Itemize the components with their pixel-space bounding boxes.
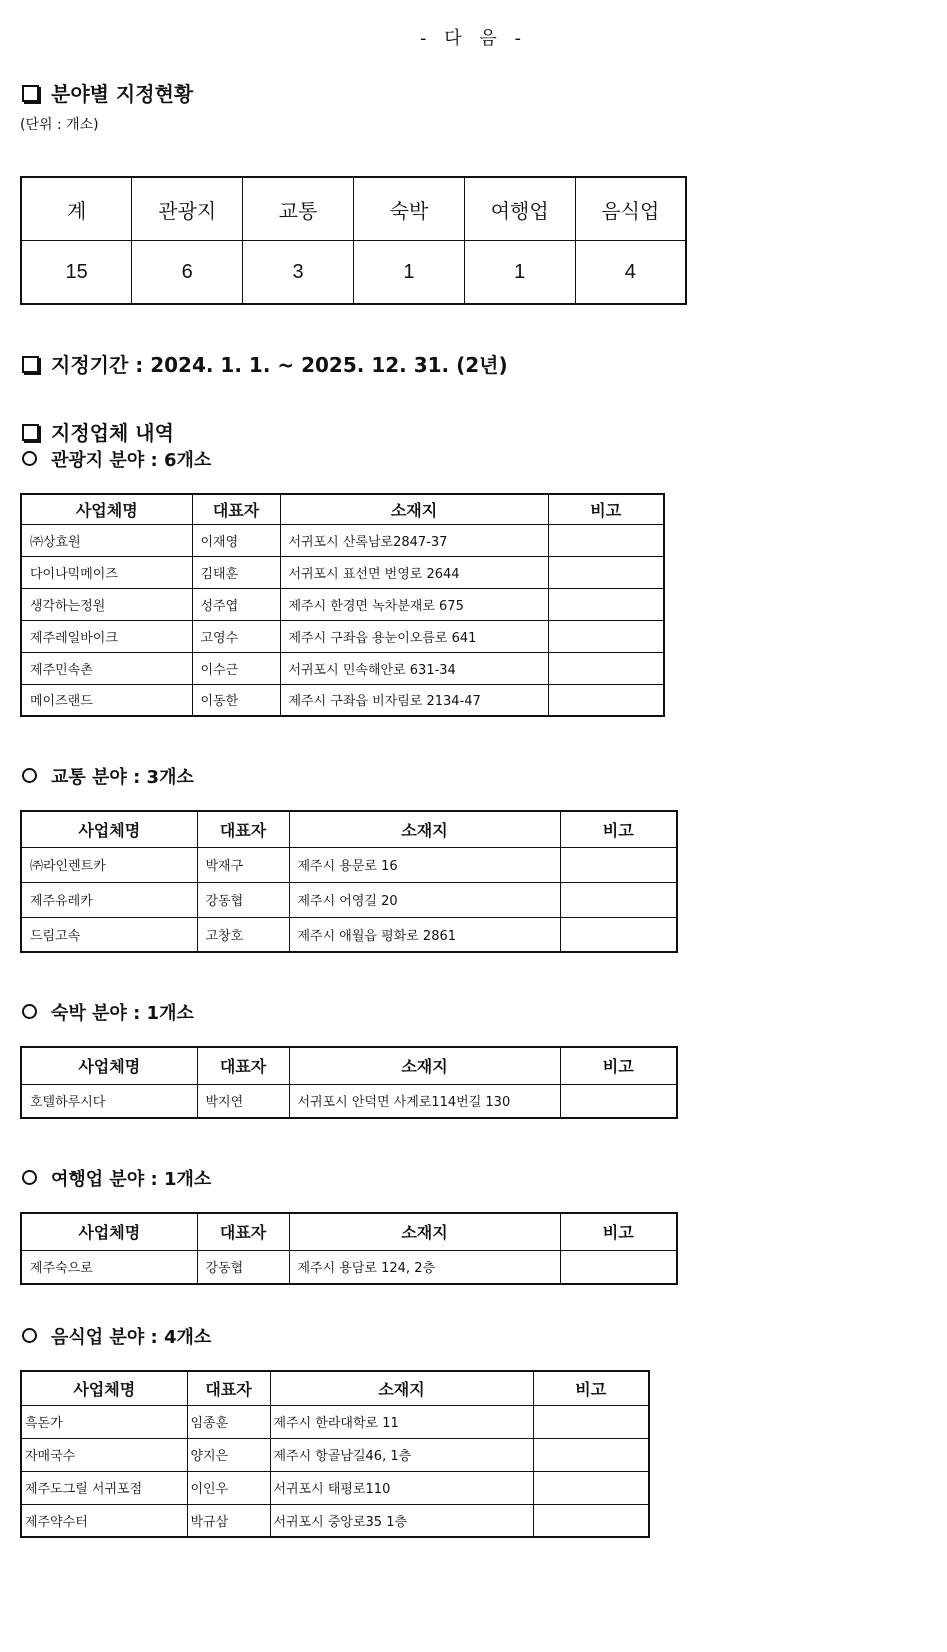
remarks	[548, 588, 664, 620]
summary-value-cell: 4	[575, 241, 686, 305]
representative: 양지은	[187, 1438, 270, 1471]
address: 제주시 애월읍 평화로 2861	[289, 917, 560, 952]
column-header: 소재지	[289, 1213, 560, 1250]
address: 제주시 한경면 녹차분재로 675	[280, 588, 548, 620]
address: 서귀포시 산록남로2847-37	[280, 524, 548, 556]
transport-table	[20, 810, 678, 953]
table-row	[21, 1504, 649, 1537]
representative: 성주엽	[192, 588, 280, 620]
summary-value-cell: 1	[353, 241, 464, 305]
representative: 강동협	[197, 882, 289, 917]
table-row	[21, 652, 664, 684]
company-name: 메이즈랜드	[21, 684, 192, 716]
table-header-row	[21, 1047, 677, 1084]
table-row	[21, 524, 664, 556]
company-name: 제주민속촌	[21, 652, 192, 684]
circle-bullet-icon	[22, 1328, 37, 1343]
address: 서귀포시 표선면 번영로 2644	[280, 556, 548, 588]
table-row	[21, 556, 664, 588]
remarks	[533, 1471, 649, 1504]
remarks	[533, 1405, 649, 1438]
page-heading: - 다 음 -	[420, 28, 527, 49]
address: 제주시 용문로 16	[289, 847, 560, 882]
address: 제주시 용담로 124, 2층	[289, 1250, 560, 1284]
company-name: 제주도그릴 서귀포점	[21, 1471, 187, 1504]
section-companies-title: 지정업체 내역	[22, 417, 174, 446]
table-header-row	[21, 811, 677, 847]
lodging-table	[20, 1046, 678, 1119]
column-header: 비고	[560, 811, 677, 847]
column-header: 사업체명	[21, 1047, 197, 1084]
category-title-restaurant: 음식업 분야 : 4개소	[22, 1323, 211, 1349]
summary-header-cell: 계	[21, 177, 132, 241]
address: 서귀포시 안덕면 사계로114번길 130	[289, 1084, 560, 1118]
category-title-travel: 여행업 분야 : 1개소	[22, 1165, 211, 1191]
company-name: 다이나믹메이즈	[21, 556, 192, 588]
table-row	[21, 1084, 677, 1118]
category-title-transport: 교통 분야 : 3개소	[22, 763, 194, 789]
category-title-tourism: 관광지 분야 : 6개소	[22, 446, 211, 472]
square-bullet-icon	[22, 356, 39, 373]
representative: 고창호	[197, 917, 289, 952]
representative: 박재구	[197, 847, 289, 882]
summary-value-cell: 3	[243, 241, 354, 305]
representative: 고영수	[192, 620, 280, 652]
summary-header-cell: 음식업	[575, 177, 686, 241]
address: 제주시 한라대학로 11	[270, 1405, 533, 1438]
remarks	[560, 847, 677, 882]
company-name: 흑돈가	[21, 1405, 187, 1438]
address: 서귀포시 민속해안로 631-34	[280, 652, 548, 684]
summary-header-cell: 관광지	[132, 177, 243, 241]
column-header: 대표자	[197, 1213, 289, 1250]
table-row	[21, 1405, 649, 1438]
summary-header-cell: 여행업	[464, 177, 575, 241]
representative: 임종훈	[187, 1405, 270, 1438]
representative: 강동협	[197, 1250, 289, 1284]
address: 제주시 항골남길46, 1층	[270, 1438, 533, 1471]
remarks	[548, 556, 664, 588]
table-row	[21, 1471, 649, 1504]
square-bullet-icon	[22, 424, 39, 441]
company-name: 제주레일바이크	[21, 620, 192, 652]
table-row	[21, 882, 677, 917]
table-row	[21, 1250, 677, 1284]
travel-table	[20, 1212, 678, 1285]
summary-value-cell: 15	[21, 241, 132, 305]
column-header: 사업체명	[21, 811, 197, 847]
table-row	[21, 620, 664, 652]
tourism-table	[20, 493, 665, 717]
summary-value-row	[21, 241, 686, 305]
remarks	[560, 1084, 677, 1118]
remarks	[548, 620, 664, 652]
remarks	[548, 684, 664, 716]
section-distribution-title: 분야별 지정현황	[22, 78, 193, 107]
column-header: 비고	[548, 494, 664, 524]
table-header-row	[21, 1213, 677, 1250]
company-name: 드림고속	[21, 917, 197, 952]
company-name: ㈜라인렌트카	[21, 847, 197, 882]
column-header: 대표자	[187, 1371, 270, 1405]
address: 서귀포시 태평로110	[270, 1471, 533, 1504]
square-bullet-icon	[22, 85, 39, 102]
column-header: 비고	[560, 1047, 677, 1084]
address: 제주시 구좌읍 비자림로 2134-47	[280, 684, 548, 716]
representative: 박규삼	[187, 1504, 270, 1537]
remarks	[548, 524, 664, 556]
company-name: 호텔하루시다	[21, 1084, 197, 1118]
representative: 이동한	[192, 684, 280, 716]
column-header: 소재지	[280, 494, 548, 524]
table-header-row	[21, 1371, 649, 1405]
column-header: 대표자	[197, 1047, 289, 1084]
column-header: 소재지	[289, 811, 560, 847]
summary-header-row	[21, 177, 686, 241]
designation-period: 지정기간 : 2024. 1. 1. ~ 2025. 12. 31. (2년)	[22, 349, 508, 378]
table-row	[21, 847, 677, 882]
company-name: 생각하는정원	[21, 588, 192, 620]
circle-bullet-icon	[22, 1004, 37, 1019]
circle-bullet-icon	[22, 1170, 37, 1185]
summary-table	[20, 176, 687, 305]
category-title-lodging: 숙박 분야 : 1개소	[22, 999, 194, 1025]
table-header-row	[21, 494, 664, 524]
representative: 이수근	[192, 652, 280, 684]
table-row	[21, 917, 677, 952]
column-header: 소재지	[289, 1047, 560, 1084]
remarks	[560, 882, 677, 917]
representative: 이인우	[187, 1471, 270, 1504]
summary-header-cell: 숙박	[353, 177, 464, 241]
remarks	[533, 1504, 649, 1537]
column-header: 비고	[560, 1213, 677, 1250]
restaurant-table	[20, 1370, 650, 1538]
column-header: 사업체명	[21, 1213, 197, 1250]
remarks	[560, 1250, 677, 1284]
circle-bullet-icon	[22, 451, 37, 466]
company-name: 제주약수터	[21, 1504, 187, 1537]
column-header: 대표자	[197, 811, 289, 847]
column-header: 비고	[533, 1371, 649, 1405]
company-name: ㈜상효원	[21, 524, 192, 556]
column-header: 사업체명	[21, 1371, 187, 1405]
company-name: 제주유레카	[21, 882, 197, 917]
summary-value-cell: 6	[132, 241, 243, 305]
address: 서귀포시 중앙로35 1층	[270, 1504, 533, 1537]
company-name: 제주숙으로	[21, 1250, 197, 1284]
remarks	[533, 1438, 649, 1471]
remarks	[548, 652, 664, 684]
unit-label: (단위 : 개소)	[20, 117, 99, 133]
address: 제주시 구좌읍 용눈이오름로 641	[280, 620, 548, 652]
company-name: 자매국수	[21, 1438, 187, 1471]
remarks	[560, 917, 677, 952]
table-row	[21, 684, 664, 716]
table-row	[21, 1438, 649, 1471]
column-header: 사업체명	[21, 494, 192, 524]
address: 제주시 어영길 20	[289, 882, 560, 917]
summary-value-cell: 1	[464, 241, 575, 305]
representative: 김태훈	[192, 556, 280, 588]
table-row	[21, 588, 664, 620]
summary-header-cell: 교통	[243, 177, 354, 241]
representative: 이재영	[192, 524, 280, 556]
representative: 박지연	[197, 1084, 289, 1118]
column-header: 대표자	[192, 494, 280, 524]
column-header: 소재지	[270, 1371, 533, 1405]
circle-bullet-icon	[22, 768, 37, 783]
